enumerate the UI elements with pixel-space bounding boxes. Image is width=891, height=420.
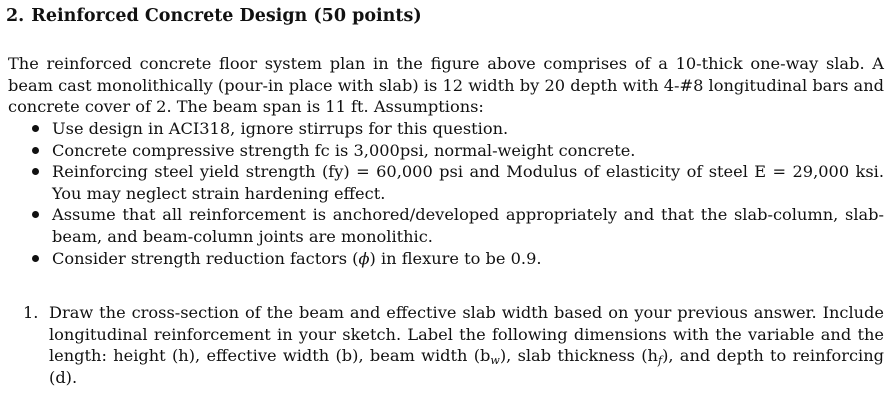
phi-text-after: ) in flexure to be 0.9.: [369, 248, 542, 268]
assumption-text: Concrete compressive strength fc is 3,000psi, normal-weight concrete.: [52, 140, 636, 160]
question-text: [49, 302, 884, 388]
subscript-f: f: [657, 354, 663, 368]
assumption-text: [52, 249, 542, 268]
phi-text-before: Consider strength reduction factors (: [52, 248, 359, 268]
assumptions-list: [30, 118, 884, 269]
assumption-item: [30, 118, 884, 140]
bullet-dot-icon: [32, 255, 39, 262]
question-text-part2: ), slab thickness (h: [499, 346, 658, 366]
problem-number: 2.: [6, 6, 25, 26]
bullet-dot-icon: [32, 168, 39, 175]
assumption-item: [30, 161, 884, 204]
assumption-item: [30, 140, 884, 162]
assumption-item: [30, 248, 884, 270]
problem-heading: [6, 4, 422, 28]
assumption-text: Use design in ACI318, ignore stirrups for this question.: [52, 119, 509, 138]
bullet-dot-icon: [32, 147, 39, 154]
assumption-item: [30, 204, 884, 247]
question-text-part3: ), and depth to reinforcing (d).: [49, 346, 884, 387]
subscript-w: w: [490, 354, 500, 368]
phi-symbol: ϕ: [358, 248, 370, 268]
intro-paragraph: The reinforced concrete floor system plan in the figure above comprises of a 10-thick one-way slab. A beam cast monolithically (pour-in place with slab) is 12 width by 20 depth with 4-#8 longitudinal bars and concrete cover of 2. The beam span is 11 ft. Assumptions:: [8, 54, 884, 117]
assumption-text: Assume that all reinforcement is anchored/developed appropriately and that the slab-column, slab-beam, and beam-column joints are monolithic.: [52, 205, 884, 246]
bullet-dot-icon: [32, 125, 39, 132]
question-item: [23, 302, 884, 388]
question-text-part1: Draw the cross-section of the beam and effective slab width based on your previous answer. Include longitudinal reinforcement in your sketch. Label the following dimensions with the variable and the length: height (h), effective width (b), beam width (b: [49, 303, 884, 366]
question-number: 1.: [23, 303, 39, 322]
bullet-dot-icon: [32, 211, 39, 218]
assumption-text: Reinforcing steel yield strength (fy) = 60,000 psi and Modulus of elasticity of steel E = 29,000 ksi. You may neglect strain hardening effect.: [52, 162, 884, 203]
problem-title: Reinforced Concrete Design (50 points): [31, 6, 422, 26]
